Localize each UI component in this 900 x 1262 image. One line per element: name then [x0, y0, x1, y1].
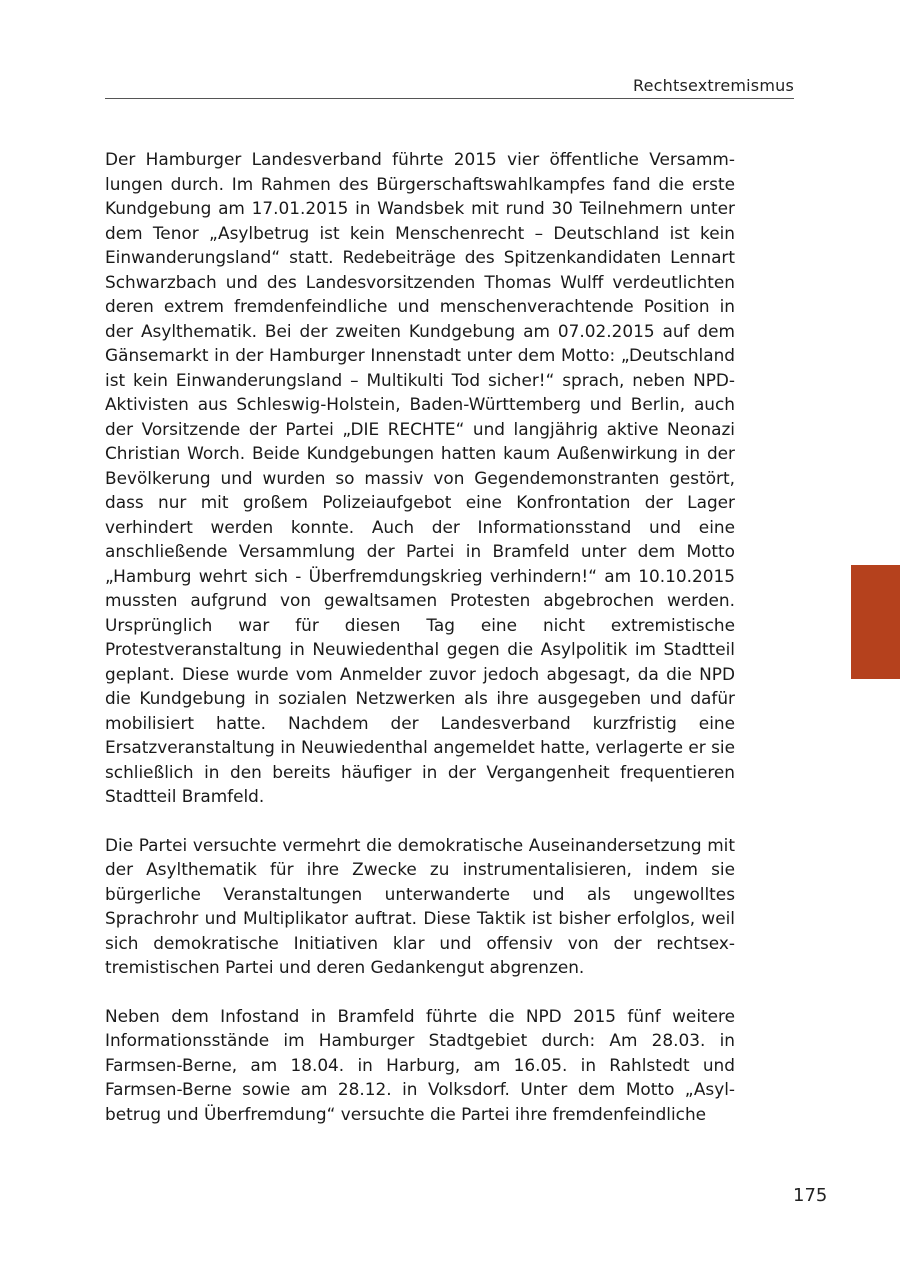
paragraph: Der Hamburger Landesverband führte 2015 vier öffentliche Versammlungen durch. Im Rahmen des Bürgerschaftswahlkampfes fand die erste Kundgebung am 17.01.2015 in Wandsbek mit rund 30 Teilnehmern unter dem Tenor „Asylbetrug ist kein Menschenrecht – Deutschland ist kein Einwanderungsland“ statt. Redebeiträge des Spitzenkandidaten Lennart Schwarzbach und des Landesvorsitzenden Thomas Wulff verdeutlichten deren extrem fremdenfeindliche und menschenverachtende Position in der Asylthematik. Bei der zweiten Kundgebung am 07.02.2015 auf dem Gänsemarkt in der Hamburger Innenstadt unter dem Motto: „Deutschland ist kein Einwanderungsland – Multikulti Tod sicher!“ sprach, neben NPD-Aktivisten aus Schleswig-Holstein, Baden-Württemberg und Berlin, auch der Vorsitzende der Partei „DIE RECHTE“ und langjährig aktive Neonazi Christian Worch. Beide Kundgebungen hatten kaum Außenwirkung in der Bevölkerung und wurden so massiv von Gegendemonstranten gestört, dass nur mit großem Polizeiaufgebot eine Konfrontation der Lager verhindert werden konnte. Auch der Informationsstand und eine anschließende Versammlung der Partei in Bramfeld unter dem Motto „Hamburg wehrt sich - Überfremdungskrieg verhindern!“ am 10.10.2015 mussten aufgrund von gewaltsamen Protesten abgebrochen werden. Ursprünglich war für diesen Tag eine nicht extremistische Protestveranstaltung in Neuwiedenthal gegen die Asylpolitik im Stadtteil geplant. Diese wurde vom Anmelder zuvor jedoch abgesagt, da die NPD die Kundgebung in sozialen Netzwerken als ihre ausgegeben und dafür mobilisiert hatte. Nachdem der Landesverband kurzfristig eine Ersatzveranstaltung in Neuwiedenthal angemeldet hatte, verlagerte er sie schließlich in den bereits häufiger in der Vergangenheit frequentieren Stadtteil Bramfeld. — [105, 149, 735, 806]
paragraph: Die Partei versuchte vermehrt die demokratische Auseinandersetzung mit der Asylthematik für ihre Zwecke zu instrumentalisieren, indem sie bürgerliche Veranstaltungen unterwanderte und als ungewolltes Sprachrohr und Multiplikator auftrat. Diese Taktik ist bisher erfolglos, weil sich demokratische Initiativen klar und offensiv von der rechtsextremistischen Partei und deren Gedankengut abgrenzen. — [105, 834, 735, 977]
page-number: 175 — [793, 1185, 828, 1206]
body-text — [105, 147, 735, 1150]
header-rule — [105, 98, 794, 99]
paragraph: Neben dem Infostand in Bramfeld führte die NPD 2015 fünf weitere Informationsstände im Hamburger Stadtgebiet durch: Am 28.03. in Farmsen-Berne, am 18.04. in Harburg, am 16.05. in Rahlstedt und Farmsen-Berne sowie am 28.12. in Volksdorf. Unter dem Motto „Asylbetrug und Überfremdung“ versuchte die Partei ihre fremdenfeindliche — [105, 1005, 735, 1124]
chapter-tab-marker — [851, 565, 900, 679]
running-head: Rechtsextremismus — [633, 76, 794, 95]
